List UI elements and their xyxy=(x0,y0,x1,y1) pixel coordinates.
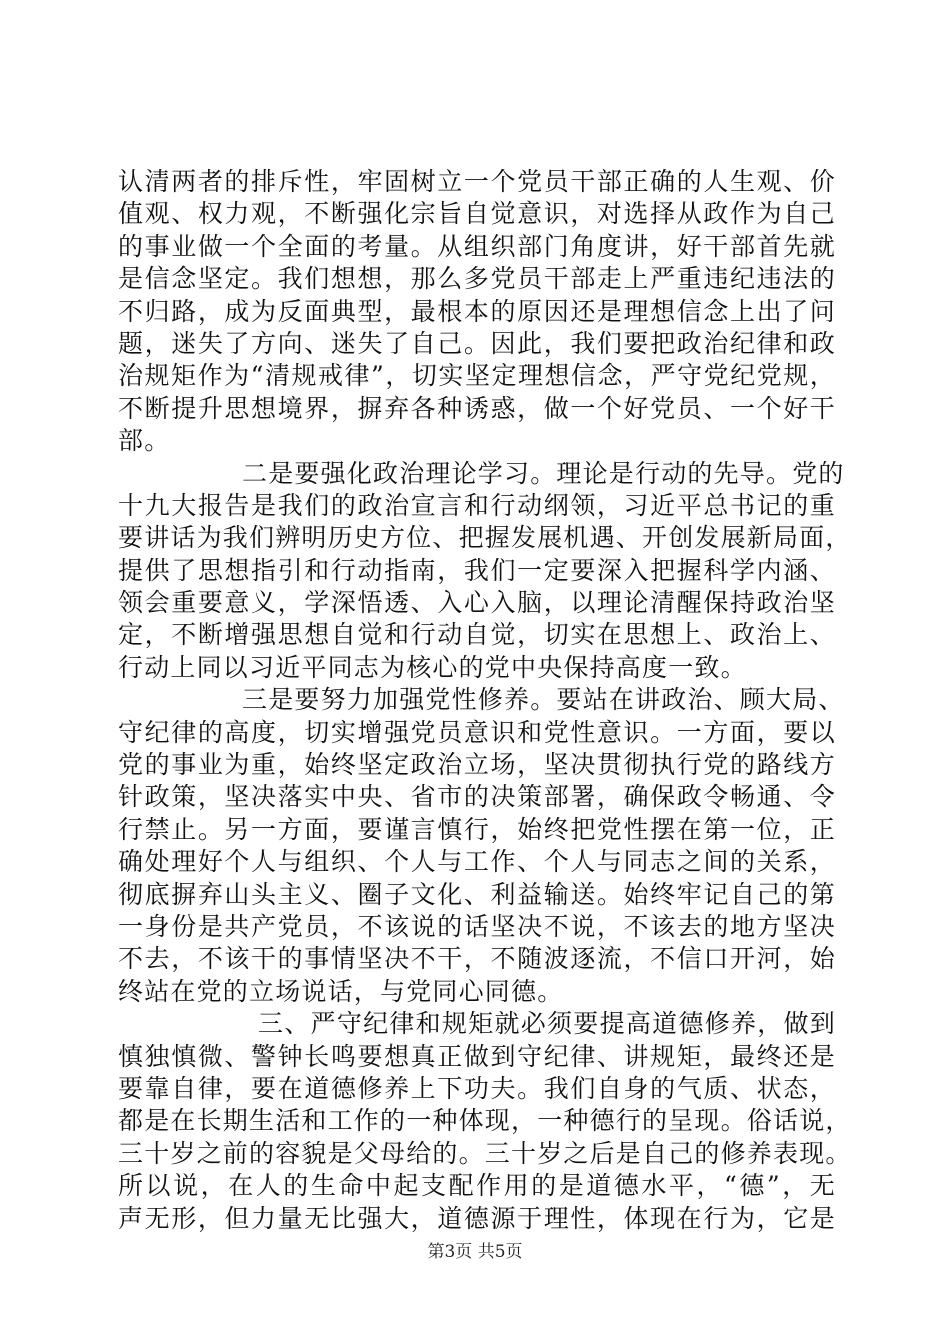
text-line: 治规矩作为“清规戒律”，切实坚定理想信念，严守党纪党规， xyxy=(118,361,836,391)
text-line: 行动上同以习近平同志为核心的党中央保持高度一致。 xyxy=(118,652,747,682)
text-line: 不归路，成为反面典型，最根本的原因还是理想信念上出了问 xyxy=(118,296,836,326)
text-line: 都是在长期生活和工作的一种体现，一种德行的呈现。俗话说， xyxy=(118,1106,852,1136)
text-line: 声无形，但力量无比强大，道德源于理性，体现在行为，它是 xyxy=(118,1203,836,1233)
text-line: 要靠自律，要在道德修养上下功夫。我们自身的气质、状态， xyxy=(118,1073,836,1103)
text-line: 不去，不该干的事情坚决不干，不随波逐流，不信口开河，始 xyxy=(118,944,836,974)
text-line: 三十岁之前的容貌是父母给的。三十岁之后是自己的修养表现。 xyxy=(118,1138,852,1168)
text-line: 三是要努力加强党性修养。要站在讲政治、顾大局、 xyxy=(242,685,845,715)
text-line: 彻底摒弃山头主义、圈子文化、利益输送。始终牢记自己的第 xyxy=(118,879,836,909)
text-line: 的事业做一个全面的考量。从组织部门角度讲，好干部首先就 xyxy=(118,231,836,261)
text-line: 认清两者的排斥性，牢固树立一个党员干部正确的人生观、价 xyxy=(118,167,836,196)
text-line: 确处理好个人与组织、个人与工作、个人与同志之间的关系， xyxy=(118,847,836,877)
text-line: 慎独慎微、警钟长鸣要想真正做到守纪律、讲规矩，最终还是 xyxy=(118,1041,836,1071)
text-line: 三、严守纪律和规矩就必须要提高道德修养，做到 xyxy=(258,1009,836,1039)
page-footer: 第3页 共5页 xyxy=(427,1242,523,1262)
text-line: 一身份是共产党员，不该说的话坚决不说，不该去的地方坚决 xyxy=(118,911,836,941)
text-line: 题，迷失了方向、迷失了自己。因此，我们要把政治纪律和政 xyxy=(118,328,836,358)
text-line: 守纪律的高度，切实增强党员意识和党性意识。一方面，要以 xyxy=(118,717,836,747)
text-line: 定，不断增强思想自觉和行动自觉，切实在思想上、政治上、 xyxy=(118,620,836,650)
text-line: 二是要强化政治理论学习。理论是行动的先导。党的 xyxy=(242,458,845,488)
document-body xyxy=(118,166,852,1235)
text-line: 终站在党的立场说话，与党同心同德。 xyxy=(118,976,564,1006)
text-line: 行禁止。另一方面，要谨言慎行，始终把党性摆在第一位，正 xyxy=(118,814,836,844)
text-line: 十九大报告是我们的政治宣言和行动纲领，习近平总书记的重 xyxy=(118,490,836,520)
text-line: 领会重要意义，学深悟透、入心入脑，以理论清醒保持政治坚 xyxy=(118,588,836,618)
text-line: 提供了思想指引和行动指南，我们一定要深入把握科学内涵、 xyxy=(118,555,836,585)
text-line: 党的事业为重，始终坚定政治立场，坚决贯彻执行党的路线方 xyxy=(118,750,836,780)
text-line: 部。 xyxy=(118,426,171,456)
text-line: 针政策，坚决落实中央、省市的决策部署，确保政令畅通、令 xyxy=(118,782,836,812)
text-line: 所以说，在人的生命中起支配作用的是道德水平，“德”，无 xyxy=(118,1171,836,1201)
text-line: 要讲话为我们辨明历史方位、把握发展机遇、开创发展新局面， xyxy=(118,523,852,553)
text-line: 值观、权力观，不断强化宗旨自觉意识，对选择从政作为自己 xyxy=(118,199,836,229)
text-line: 不断提升思想境界，摒弃各种诱惑，做一个好党员、一个好干 xyxy=(118,393,836,423)
text-line: 是信念坚定。我们想想，那么多党员干部走上严重违纪违法的 xyxy=(118,264,836,294)
